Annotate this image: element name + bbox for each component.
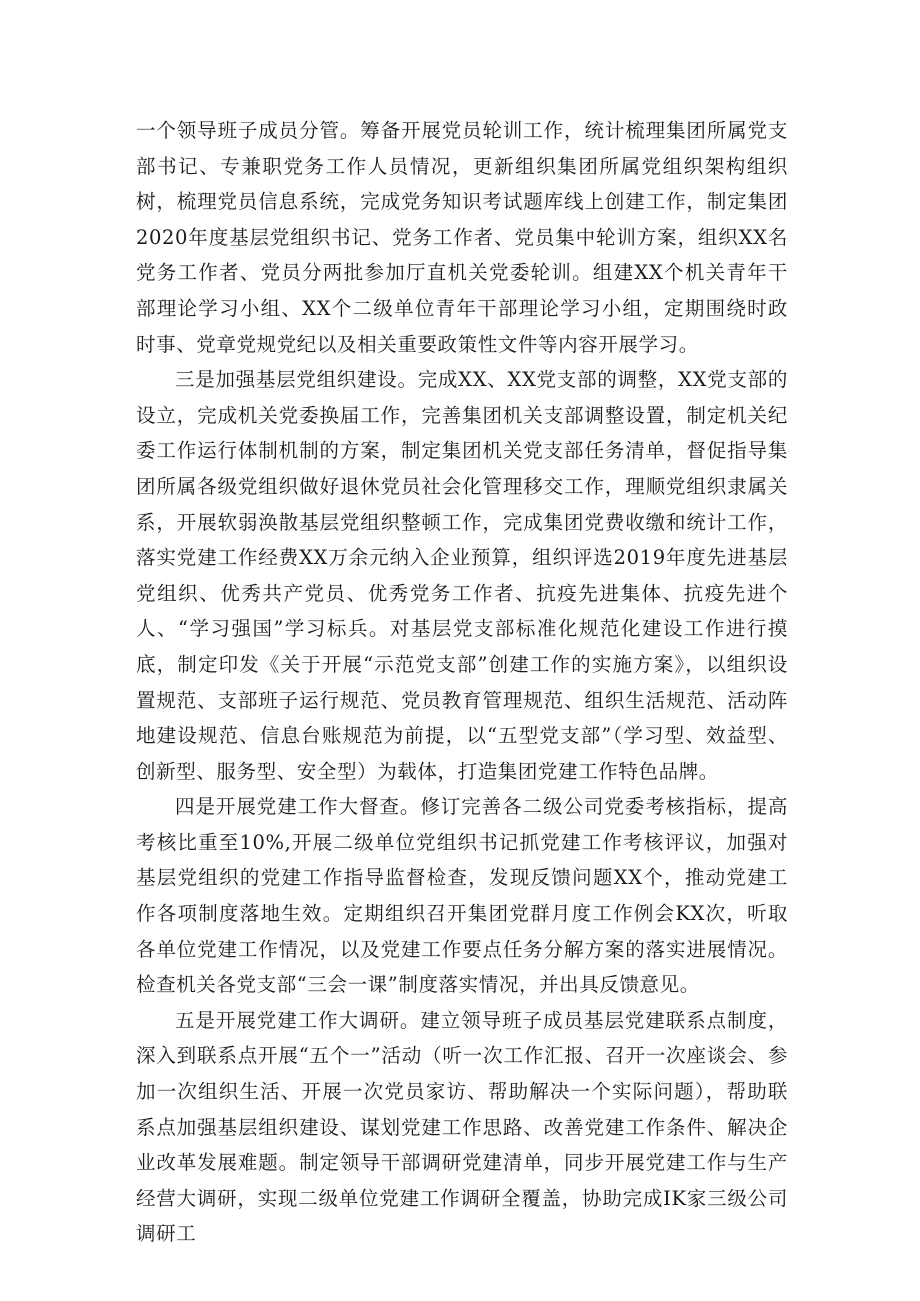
document-body (136, 113, 788, 1252)
paragraph-continuation: 一个领导班子成员分管。筹备开展党员轮训工作，统计梳理集团所属党支部书记、专兼职党务工作人员情况，更新组织集团所属党组织架构组织树，梳理党员信息系统，完成党务知识考试题库线上创建工作，制定集团2020年度基层党组织书记、党务工作者、党员集中轮训方案，组织XX名党务工作者、党员分两批参加厅直机关党委轮训。组建XX个机关青年干部理论学习小组、XX个二级单位青年干部理论学习小组，定期围绕时政时事、党章党规党纪以及相关重要政策性文件等内容开展学习。 (136, 119, 788, 356)
paragraph-grassroots-organization: 三是加强基层党组织建设。完成XX、XX党支部的调整，XX党支部的设立，完成机关党委换届工作，完善集团机关支部调整设置，制定机关纪委工作运行体制机制的方案，制定集团机关党支部任务清单，督促指导集团所属各级党组织做好退休党员社会化管理移交工作，理顺党组织隶属关系，开展软弱涣散基层党组织整顿工作，完成集团党费收缴和统计工作，落实党建工作经费XX万余元纳入企业预算，组织评选2019年度先进基层党组织、优秀共产党员、优秀党务工作者、抗疫先进集体、抗疫先进个人、“学习强国”学习标兵。对基层党支部标准化规范化建设工作进行摸底，制定印发《关于开展“示范党支部”创建工作的实施方案》，以组织设置规范、支部班子运行规范、党员教育管理规范、组织生活规范、活动阵地建设规范、信息台账规范为前提，以“五型党支部”（学习型、效益型、创新型、服务型、安全型）为载体，打造集团党建工作特色品牌。 (136, 368, 788, 783)
paragraph-supervision: 四是开展党建工作大督查。修订完善各二级公司党委考核指标，提高考核比重至10%,开展二级单位党组织书记抓党建工作考核评议，加强对基层党组织的党建工作指导监督检查，发现反馈问题XX个，推动党建工作各项制度落地生效。定期组织召开集团党群月度工作例会KX次，听取各单位党建工作情况，以及党建工作要点任务分解方案的落实进展情况。检查机关各党支部“三会一课”制度落实情况，并出具反馈意见。 (136, 795, 788, 997)
paragraph-research: 五是开展党建工作大调研。建立领导班子成员基层党建联系点制度，深入到联系点开展“五个一”活动（听一次工作汇报、召开一次座谈会、参加一次组织生活、开展一次党员家访、帮助解决一个实际问题），帮助联系点加强基层组织建设、谋划党建工作思路、改善党建工作条件、解决企业改革发展难题。制定领导干部调研党建清单，同步开展党建工作与生产经营大调研，实现二级单位党建工作调研全覆盖，协助完成IK家三级公司调研工 (136, 1008, 788, 1246)
